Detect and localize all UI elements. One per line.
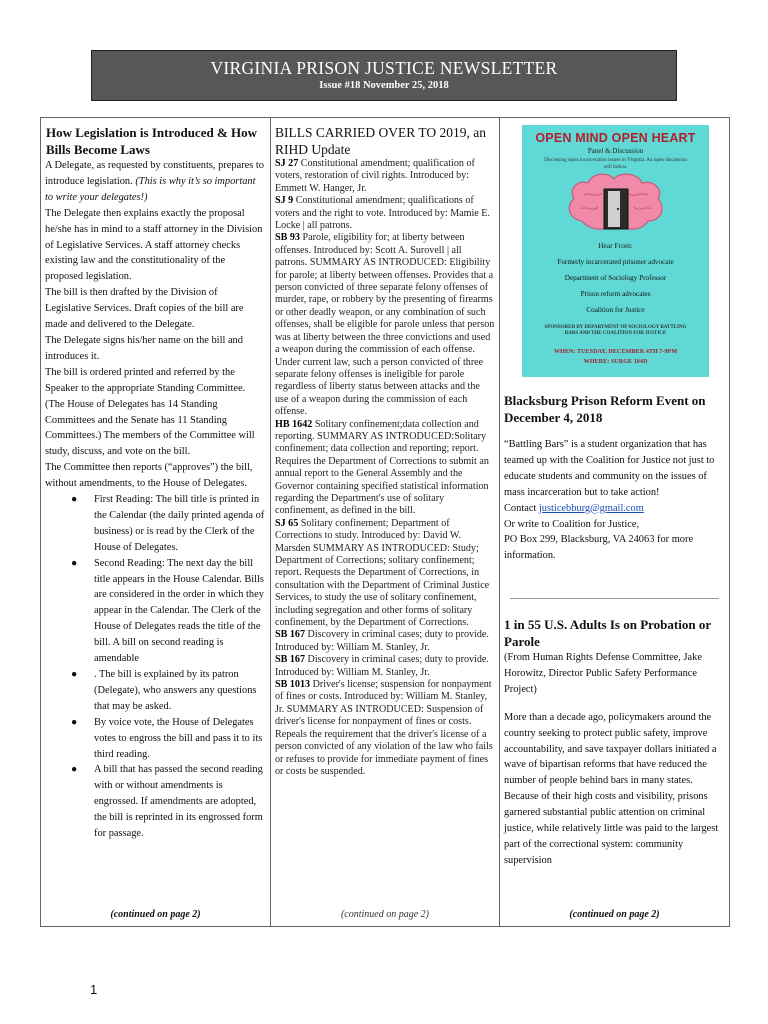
bill-entry: SB 167 Discovery in criminal cases; duty to provide. Introduced by: William M. Stanley, Jr. bbox=[275, 629, 489, 653]
page-number: 1 bbox=[90, 982, 98, 997]
event-paragraph: Or write to Coalition for Justice, bbox=[504, 518, 640, 530]
legislation-heading: How Legislation is Introduced & How Bills Become Laws bbox=[46, 125, 258, 157]
event-section bbox=[504, 392, 723, 564]
article-heading: 1 in 55 U.S. Adults Is on Probation or Parole bbox=[504, 617, 711, 649]
legislation-paragraph: The bill is ordered printed and referred by the Speaker to the appropriate Standing Committee. (The House of Delegates has 14 Standing Committees and the Senate has 11 Standing Committees.) The members of the Committee will study, discuss, and vote on the bill. bbox=[45, 366, 255, 458]
poster-title: OPEN MIND OPEN HEART bbox=[535, 131, 696, 145]
poster-hear-from: Hear From: bbox=[598, 241, 633, 250]
event-heading: Blacksburg Prison Reform Event on December 4, 2018 bbox=[504, 393, 706, 425]
poster-where: WHERE: SURGE 104D bbox=[583, 358, 648, 365]
bullet-icon: ● bbox=[71, 494, 78, 506]
bill-entry: SB 1013 Driver's license; suspension for nonpayment of fines or costs. Introduced by: William M. Stanley, Jr. SUMMARY AS INTRODUCED: Suspension of driver's license for nonpayment of fines or costs. Repeals the requirement that the driver's license of a person convicted of any violation of the law who fails or refuses to provide for immediate payment of fines or costs be suspended. bbox=[275, 679, 493, 777]
bill-id: SB 167 bbox=[275, 654, 306, 666]
bill-entry: SJ 9 Constitutional amendment; qualifications of voters and the right to vote. Introduced by: Mamie E. Locke | all patrons. bbox=[275, 195, 490, 232]
column-bills bbox=[271, 118, 500, 926]
bullet-icon: ● bbox=[71, 557, 78, 569]
bill-entry: HB 1642 Solitary confinement;data collection and reporting. SUMMARY AS INTRODUCED:Solitary confinement; data collection and reporting; report. Requires the Department of Corrections to submit an annual report to the General Assembly and the Governor containing specified statistical information regarding the Department's use of solitary confinement, as defined in the bill. bbox=[275, 418, 489, 517]
list-item: ● A bill that has passed the second reading with or without amendments is engrossed. If amendments are adopted, the bill is reprinted in its engrossed form for passage. bbox=[71, 764, 263, 840]
legislation-paragraph: The Committee then reports (“approves”) the bill, without amendments, to the House of Delegates. bbox=[45, 462, 253, 490]
legislation-note: (This is why it’s so important to write your delegates!) bbox=[45, 175, 256, 203]
bill-id: SB 1013 bbox=[275, 679, 311, 691]
bill-id: SJ 9 bbox=[275, 195, 294, 207]
bill-entry: SB 167 Discovery in criminal cases; duty to provide. Introduced by: William M. Stanley, Jr. bbox=[275, 654, 489, 678]
event-poster bbox=[522, 125, 709, 377]
article-section bbox=[504, 616, 723, 869]
poster-speaker: Formerly incarcerated prisoner advocate bbox=[557, 258, 674, 266]
poster-speaker: Coalition for Justice bbox=[586, 306, 645, 314]
column-events bbox=[500, 118, 729, 926]
section-divider bbox=[510, 598, 719, 599]
bill-id: SJ 27 bbox=[275, 158, 299, 169]
contact-email-link[interactable]: justicebburg@gmail.com bbox=[538, 502, 644, 514]
article-source: (From Human Rights Defense Committee, Jake Horowitz, Director Public Safety Performance Project) bbox=[504, 652, 702, 695]
legislation-paragraph: The bill is then drafted by the Division of Legislative Services. Draft copies of the bill are made and delivered to the Delegate. bbox=[45, 287, 244, 331]
masthead-banner bbox=[91, 50, 677, 101]
bills-heading: BILLS CARRIED OVER TO 2019, an RIHD Update bbox=[275, 125, 487, 157]
legislation-paragraph bbox=[45, 158, 265, 206]
poster-sponsor: SPONSORED BY DEPARTMENT OF SOCIOLOGY BATTLING BARS AND THE COALITION FOR JUSTICE bbox=[544, 325, 687, 336]
list-item: ● Second Reading: The next day the bill title appears in the House Calendar. Bills are considered in the order in which they appear in the Calendar. The Clerk of the House of Delegates reads the title of the bill. A bill on second reading is amendable bbox=[71, 557, 264, 665]
newsletter-title: VIRGINIA PRISON JUSTICE NEWSLETTER bbox=[210, 58, 558, 78]
bill-entry: SJ 65 Solitary confinement; Department of Corrections to study. Introduced by: David W. Marsden SUMMARY AS INTRODUCED: Study; Department of Corrections; solitary confinement; report. Requests the Department of Corrections, in consultation with the Department of Criminal Justice Services, to study the use of solitary confinement, including segregation and other forms of solitary confinement, by the Department of Corrections. bbox=[275, 517, 490, 629]
bullet-icon: ● bbox=[71, 764, 78, 776]
reading-steps-list bbox=[45, 492, 265, 842]
bullet-icon: ● bbox=[71, 716, 78, 728]
three-column-layout bbox=[40, 117, 730, 927]
legislation-intro: A Delegate, as requested by constituents, prepares to introduce legislation. bbox=[45, 160, 264, 187]
contact-line: Contact justicebburg@gmail.com bbox=[504, 502, 644, 514]
legislation-paragraph: The Delegate then explains exactly the proposal he/she has in mind to a staff attorney in the Division of Legislative Services. A staff attorney checks existing law and the constitutionality of the proposed legislation. bbox=[45, 207, 263, 283]
continued-note: (continued on page 2) bbox=[569, 909, 660, 920]
poster-speaker: Department of Sociology Professor bbox=[564, 274, 667, 282]
poster-blurb: Discussing mass incarceration issues in Virginia. An open discussion will follow. bbox=[544, 157, 687, 170]
bullet-icon: ● bbox=[71, 669, 78, 680]
poster-subtitle: Panel & Discussion bbox=[587, 147, 644, 155]
bill-id: SB 167 bbox=[275, 629, 306, 641]
list-item: ● By voice vote, the House of Delegates votes to engross the bill and pass it to its third reading. bbox=[71, 716, 263, 760]
poster-when: WHEN: TUESDAY, DECEMBER 4TH 7-9PM bbox=[553, 348, 678, 355]
bill-entry: SB 93 Parole, eligibility for; at liberty between offenses. Introduced by: Scott A. Surovell | all patrons. SUMMARY AS INTRODUCED: Eligibility for parole; at liberty between offenses. Provides that a person convicted of three separate felony offenses of murder, rape, or robbery by the presenting of firearms or other deadly weapon, or any combination of such offenses, shall be eligible for parole unless that person was at liberty between the three convictions and used a weapon during the commission of each offense. Under current law, such a person convicted of three separate felony offenses is ineligible for parole regardless of liberty status between attacks and the use of a weapon during the commission of each offense. bbox=[275, 232, 495, 418]
bill-id: SJ 65 bbox=[275, 517, 299, 529]
list-item: ● . The bill is explained by its patron (Delegate), who answers any questions that may be asked. bbox=[71, 669, 257, 712]
bill-entry: SJ 27 Constitutional amendment; qualification of voters, restoration of civil rights. Introduced by: Emmett W. Hanger, Jr. bbox=[275, 158, 475, 194]
continued-note: (continued on page 2) bbox=[340, 909, 430, 920]
brain-door-icon bbox=[562, 169, 670, 239]
continued-note: (continued on page 2) bbox=[110, 909, 201, 920]
event-paragraph: PO Box 299, Blacksburg, VA 24063 for more information. bbox=[504, 534, 694, 562]
bill-id: HB 1642 bbox=[275, 418, 313, 430]
issue-line: Issue #18 November 25, 2018 bbox=[319, 80, 449, 91]
legislation-paragraph: The Delegate signs his/her name on the bill and introduces it. bbox=[45, 334, 243, 362]
column-legislation bbox=[41, 118, 271, 926]
bill-id: SB 93 bbox=[275, 232, 300, 244]
event-paragraph: “Battling Bars” is a student organization that has teamed up with the Coalition for Justice not just to educate students and community on the issues of mass incarceration but to take action! bbox=[504, 439, 715, 498]
list-item: ● First Reading: The bill title is printed in the Calendar (the daily printed agenda of business) or is read by the Clerk of the House of Delegates. bbox=[71, 494, 265, 553]
poster-speaker: Prison reform advocates bbox=[580, 290, 651, 298]
article-body: More than a decade ago, policymakers around the country seeking to protect public safety, improve accountability, and save taxpayer dollars initiated a wave of bipartisan reforms that have reduced the number of people behind bars in many states. Because of their high costs and visibility, prisons garnered substantial public attention on criminal justice, while relatively little was paid to the largest part of the correctional system: community supervision bbox=[504, 711, 719, 866]
